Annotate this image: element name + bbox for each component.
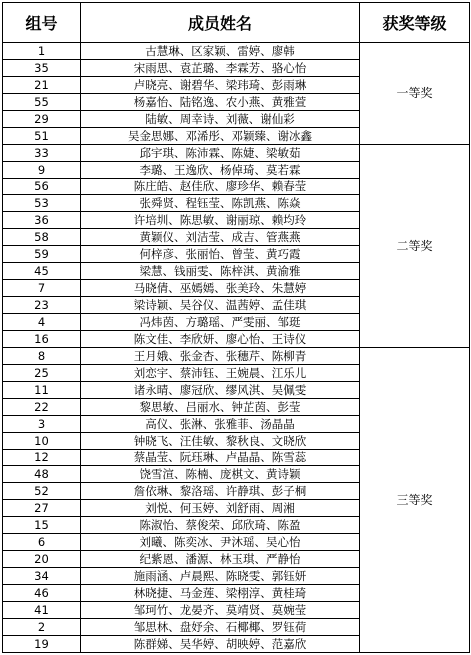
group-number: 41 xyxy=(3,601,81,618)
group-number: 22 xyxy=(3,398,81,415)
member-names: 刘曦、陈奕冰、尹沐瑶、吴心怡 xyxy=(81,534,360,551)
member-names: 宋雨思、袁芷璐、李霖芳、骆心怡 xyxy=(81,59,360,76)
group-number: 35 xyxy=(3,59,81,76)
member-names: 冯炜茵、方璐瑶、严雯丽、邹珽 xyxy=(81,314,360,331)
group-number: 29 xyxy=(3,110,81,127)
member-names: 黎思敏、吕丽水、钟芷茵、彭莹 xyxy=(81,398,360,415)
group-number: 46 xyxy=(3,585,81,602)
group-number: 33 xyxy=(3,144,81,161)
table-row xyxy=(3,347,470,364)
group-number: 15 xyxy=(3,517,81,534)
group-number: 8 xyxy=(3,347,81,364)
member-names: 张舜贤、程钰莹、陈凯燕、陈焱 xyxy=(81,195,360,212)
group-number: 27 xyxy=(3,500,81,517)
header-award: 获奖等级 xyxy=(360,3,470,43)
group-number: 20 xyxy=(3,551,81,568)
group-number: 10 xyxy=(3,432,81,449)
group-number: 52 xyxy=(3,483,81,500)
group-number: 23 xyxy=(3,297,81,314)
member-names: 陈庄皓、赵佳欣、廖珍华、赖春莹 xyxy=(81,178,360,195)
header-members: 成员姓名 xyxy=(81,3,360,43)
group-number: 51 xyxy=(3,127,81,144)
group-number: 59 xyxy=(3,246,81,263)
group-number: 11 xyxy=(3,381,81,398)
award-level: 二等奖 xyxy=(360,144,470,347)
member-names: 陈淑怡、蔡俊荣、邱欣琦、陈盈 xyxy=(81,517,360,534)
group-number: 48 xyxy=(3,466,81,483)
member-names: 刘悦、何玉婷、刘舒雨、周湘 xyxy=(81,500,360,517)
member-names: 梁诗颖、吴谷仪、温茜婷、孟佳琪 xyxy=(81,297,360,314)
member-names: 邱宇琪、陈沛霖、陈婕、梁敏茹 xyxy=(81,144,360,161)
header-row xyxy=(3,3,470,43)
group-number: 6 xyxy=(3,534,81,551)
member-names: 纪紫恩、潘源、林玉琪、严静怡 xyxy=(81,551,360,568)
member-names: 杨嘉怡、陆铭逸、农小燕、黄雅萱 xyxy=(81,93,360,110)
group-number: 34 xyxy=(3,568,81,585)
group-number: 2 xyxy=(3,618,81,635)
member-names: 卢晓亮、谢碧华、梁玮琦、彭雨琳 xyxy=(81,76,360,93)
group-number: 7 xyxy=(3,280,81,297)
award-level: 一等奖 xyxy=(360,43,470,145)
member-names: 梁慧、钱丽雯、陈梓淇、黄渝雅 xyxy=(81,263,360,280)
header-group: 组号 xyxy=(3,3,81,43)
member-names: 施雨涵、卢晨熙、陈晓雯、郭钰妍 xyxy=(81,568,360,585)
member-names: 钟晓飞、汪佳敏、黎秋良、文晓欣 xyxy=(81,432,360,449)
group-number: 12 xyxy=(3,449,81,466)
award-table xyxy=(2,2,470,653)
group-number: 25 xyxy=(3,364,81,381)
group-number: 3 xyxy=(3,415,81,432)
member-names: 饶雪渲、陈楠、庞棋文、黄诗颖 xyxy=(81,466,360,483)
group-number: 53 xyxy=(3,195,81,212)
member-names: 蔡晶莹、阮珏琳、卢晶晶、陈雪蕊 xyxy=(81,449,360,466)
member-names: 邹珂竹、龙晏齐、莫靖贤、莫婉莹 xyxy=(81,601,360,618)
member-names: 陈群娣、吴华婷、胡映婷、范嘉欣 xyxy=(81,635,360,652)
group-number: 9 xyxy=(3,161,81,178)
group-number: 1 xyxy=(3,43,81,60)
member-names: 邹思林、盘妤余、石椰椰、罗钰荷 xyxy=(81,618,360,635)
member-names: 何梓彦、张丽怡、曾莹、黄巧霞 xyxy=(81,246,360,263)
member-names: 诸永晴、廖冠欣、缪风淇、吴佩雯 xyxy=(81,381,360,398)
table-row xyxy=(3,144,470,161)
member-names: 马晓倩、巫嫣嫣、张美玲、朱慧婷 xyxy=(81,280,360,297)
group-number: 58 xyxy=(3,229,81,246)
group-number: 16 xyxy=(3,330,81,347)
member-names: 王月娥、张金杏、张穗芹、陈柳青 xyxy=(81,347,360,364)
group-number: 21 xyxy=(3,76,81,93)
member-names: 古慧琳、区家颖、雷婷、廖韩 xyxy=(81,43,360,60)
group-number: 56 xyxy=(3,178,81,195)
member-names: 吴金思娜、邓浠彤、邓颖臻、谢冰鑫 xyxy=(81,127,360,144)
member-names: 詹依琳、黎洛瑶、许静琪、彭子桐 xyxy=(81,483,360,500)
group-number: 45 xyxy=(3,263,81,280)
group-number: 19 xyxy=(3,635,81,652)
table-row xyxy=(3,43,470,60)
award-level: 三等奖 xyxy=(360,347,470,652)
member-names: 刘恋宇、蔡沛钰、王婉晨、江乐儿 xyxy=(81,364,360,381)
member-names: 黄颖仪、刘洁莹、成吉、管燕燕 xyxy=(81,229,360,246)
group-number: 4 xyxy=(3,314,81,331)
member-names: 林晓捷、马金莲、梁栩淳、黄桂琦 xyxy=(81,585,360,602)
member-names: 李璐、王逸欣、杨倬琦、莫若霖 xyxy=(81,161,360,178)
group-number: 55 xyxy=(3,93,81,110)
award-table-body xyxy=(3,43,470,653)
group-number: 36 xyxy=(3,212,81,229)
member-names: 陆敏、周幸诗、刘薇、谢仙彩 xyxy=(81,110,360,127)
member-names: 许培圳、陈思敏、谢丽琼、赖均玲 xyxy=(81,212,360,229)
member-names: 陈文佳、李欣妍、廖心怡、王诗仪 xyxy=(81,330,360,347)
member-names: 高仪、张淋、张雅菲、汤晶晶 xyxy=(81,415,360,432)
